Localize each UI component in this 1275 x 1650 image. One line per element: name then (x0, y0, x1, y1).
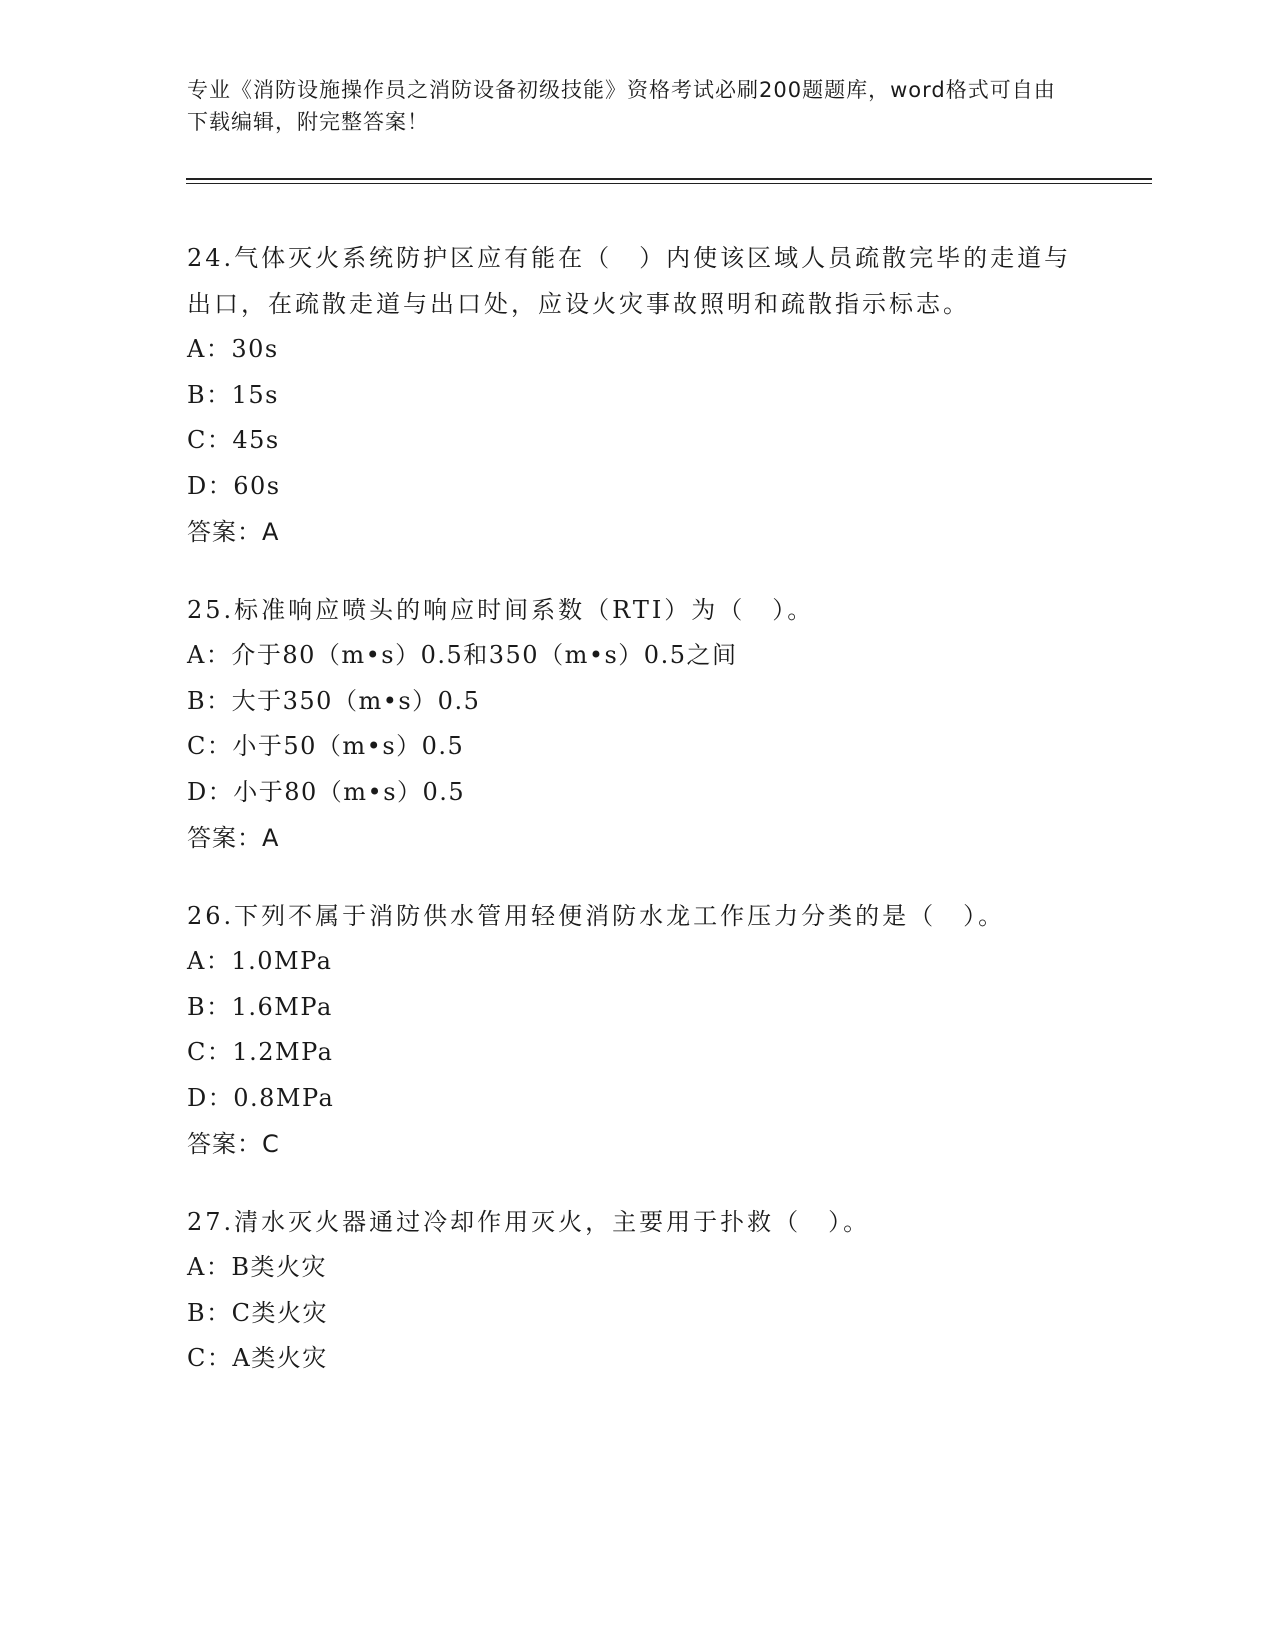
option-c: C：A类火灾 (187, 1344, 328, 1372)
option-a: A：介于80（m•s）0.5和350（m•s）0.5之间 (187, 641, 738, 669)
header-divider-thin (186, 183, 1152, 184)
question-stem: 27.清水灭火器通过冷却作用灭火，主要用于扑救（ ）。 (187, 1208, 871, 1236)
option-c: C：1.2MPa (187, 1038, 334, 1066)
document-header: 专业《消防设施操作员之消防设备初级技能》资格考试必刷200题题库，word格式可自由下载编辑，附完整答案！ (187, 78, 1056, 134)
option-c: C：45s (187, 426, 280, 454)
question-stem: 26.下列不属于消防供水管用轻便消防水龙工作压力分类的是（ ）。 (187, 902, 1006, 930)
option-d: D：小于80（m•s）0.5 (187, 777, 466, 806)
option-a: A：30s (187, 335, 279, 363)
option-a: A：1.0MPa (187, 947, 333, 975)
option-b: B：大于350（m•s）0.5 (187, 686, 481, 715)
answer-line: 答案：A (187, 824, 280, 852)
question-24 (187, 235, 1087, 555)
question-27 (187, 1199, 1087, 1382)
option-b: B：15s (187, 380, 279, 409)
option-b: B：C类火灾 (187, 1298, 328, 1327)
question-stem: 24.气体灭火系统防护区应有能在（ ）内使该区域人员疏散完毕的走道与出口，在疏散走道与出口处，应设火灾事故照明和疏散指示标志。 (187, 244, 1072, 318)
option-d: D：0.8MPa (187, 1083, 335, 1112)
question-26 (187, 893, 1087, 1167)
option-b: B：1.6MPa (187, 992, 333, 1021)
question-list (187, 235, 1087, 1414)
option-d: D：60s (187, 471, 281, 500)
answer-line: 答案：C (187, 1130, 280, 1158)
answer-line: 答案：A (187, 518, 280, 546)
header-divider-thick (186, 178, 1152, 180)
question-stem: 25.标准响应喷头的响应时间系数（RTI）为（ ）。 (187, 596, 815, 624)
option-a: A：B类火灾 (187, 1253, 327, 1281)
question-25 (187, 587, 1087, 861)
option-c: C：小于50（m•s）0.5 (187, 732, 465, 760)
